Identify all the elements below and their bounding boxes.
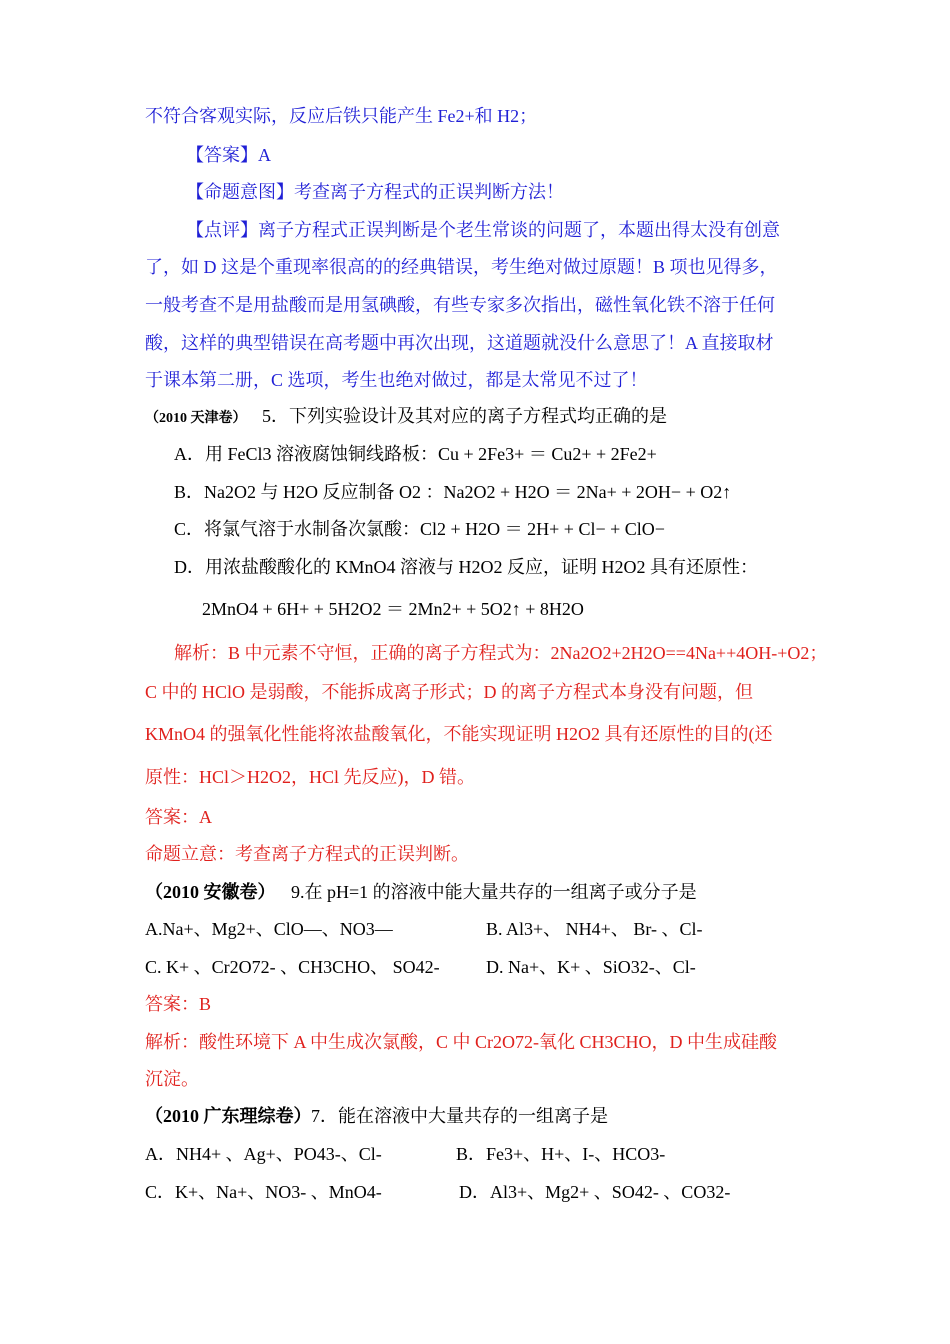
text-line: 不符合客观实际，反应后铁只能产生 Fe2+和 H2； [145,106,538,126]
source-label: （2010 广东理综卷） [145,1106,312,1126]
answer-line: 答案：A [145,807,212,827]
answer-line: 【答案】A [186,145,271,165]
equation-line: 2MnO4 + 6H+ + 5H2O2 ＝ 2Mn2+ + 5O2↑ + 8H2O [202,599,584,619]
analysis-line: 原性：HCl＞H2O2，HCl 先反应)，D 错。 [145,767,476,787]
comment-line: 酸，这样的典型错误在高考题中再次出现，这道题就没什么意思了！A 直接取材 [145,333,774,353]
question-title: 9.在 pH=1 的溶液中能大量共存的一组离子或分子是 [291,882,697,902]
intent-line: 【命题意图】考查离子方程式的正误判断方法！ [186,182,564,202]
analysis-line: 沉淀。 [145,1069,199,1089]
comment-line: 一般考查不是用盐酸而是用氢碘酸，有些专家多次指出，磁性氧化铁不溶于任何 [145,295,775,315]
option-c: C．将氯气溶于水制备次氯酸：Cl2 + H2O ＝ 2H+ + Cl− + ClO− [174,519,665,539]
source-label: （2010 安徽卷） [145,882,276,902]
analysis-line: KMnO4 的强氧化性能将浓盐酸氧化，不能实现证明 H2O2 具有还原性的目的(还 [145,724,773,744]
answer-line: 答案：B [145,994,212,1014]
option-a: A.Na+、Mg2+、ClO—、NO3— [145,919,393,939]
option-b: B．Na2O2 与 H2O 反应制备 O2 ：Na2O2 + H2O ＝ 2Na+ + 2OH− + O2↑ [174,482,732,502]
analysis-line: 解析：B 中元素不守恒，正确的离子方程式为：2Na2O2+2H2O==4Na++4OH-+O2； [174,643,828,663]
comment-line: 于课本第二册，C 选项，考生也绝对做过，都是太常见不过了！ [145,370,648,390]
comment-line: 了，如 D 这是个重现率很高的的经典错误，考生绝对做过原题！B 项也见得多， [145,257,778,277]
option-d: D．Al3+、Mg2+ 、SO42- 、CO32- [459,1182,731,1202]
question-title: 5．下列实验设计及其对应的离子方程式均正确的是 [262,406,667,426]
comment-line: 【点评】离子方程式正误判断是个老生常谈的问题了，本题出得太没有创意 [186,220,780,240]
option-a: A．用 FeCl3 溶液腐蚀铜线路板：Cu + 2Fe3+ ＝ Cu2+ + 2Fe2+ [174,444,657,464]
option-d: D．用浓盐酸酸化的 KMnO4 溶液与 H2O2 反应，证明 H2O2 具有还原性： [174,557,758,577]
source-label: （2010 天津卷） [145,411,247,426]
analysis-line: C 中的 HClO 是弱酸，不能拆成离子形式；D 的离子方程式本身没有问题，但 [145,682,754,702]
option-b: B．Fe3+、H+、I-、HCO3- [456,1144,666,1164]
analysis-line: 解析：酸性环境下 A 中生成次氯酸，C 中 Cr2O72-氧化 CH3CHO，D 中生成硅酸 [145,1032,778,1052]
option-a: A．NH4+ 、Ag+、PO43-、Cl- [145,1144,382,1164]
question-title: 7．能在溶液中大量共存的一组离子是 [311,1106,608,1126]
option-b: B. Al3+、 NH4+、 Br- 、Cl- [486,919,703,939]
intent-line: 命题立意：考查离子方程式的正误判断。 [145,844,469,864]
option-d: D. Na+、K+ 、SiO32-、Cl- [486,957,696,977]
option-c: C. K+ 、Cr2O72- 、CH3CHO、 SO42- [145,957,440,977]
option-c: C．K+、Na+、NO3- 、MnO4- [145,1182,382,1202]
